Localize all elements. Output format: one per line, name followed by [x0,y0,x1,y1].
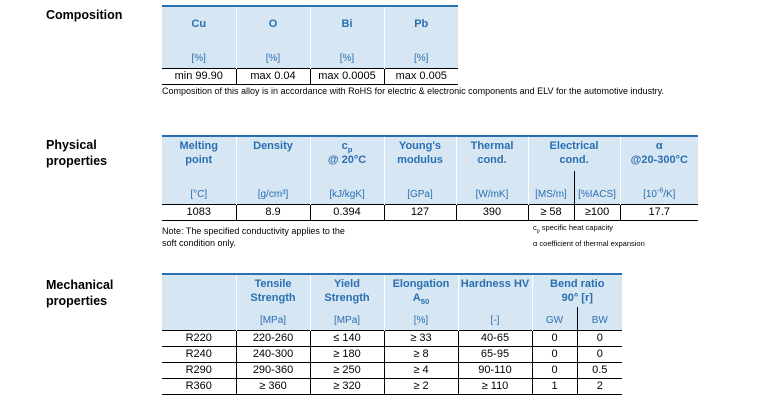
mech-gw: 0 [532,347,577,363]
mech-unit: [MPa] [310,307,384,331]
mech-unit: [MPa] [236,307,310,331]
composition-note: Composition of this alloy is in accordance with RoHS for electric & electronic components and ELV for the automotive industry. [162,86,664,96]
comp-unit: [%] [384,43,458,69]
mech-bw: 0 [577,331,622,347]
phys-unit: [W/mK] [456,171,528,205]
mech-gw: 0 [532,331,577,347]
physical-label: Physical properties [46,138,108,168]
phys-value-youngs: 127 [384,205,456,221]
mech-gw: 1 [532,379,577,395]
mech-yield: ≥ 180 [310,347,384,363]
mech-unit-blank [162,307,236,331]
mech-hardness: 90-110 [458,363,532,379]
mech-header-tensile: Tensile Strength [236,274,310,307]
comp-header-o: O [236,6,310,43]
mech-temper: R290 [162,363,236,379]
mech-hardness: 65-95 [458,347,532,363]
mech-bw: 2 [577,379,622,395]
phys-value-ms: ≥ 58 [528,205,574,221]
mech-yield: ≤ 140 [310,331,384,347]
phys-header-density: Density [236,136,310,171]
phys-value-melting: 1083 [162,205,236,221]
composition-label: Composition [46,8,123,22]
mech-header-bend: Bend ratio 90° [r] [532,274,622,307]
comp-value-cu: min 99.90 [162,69,236,85]
phys-header-thermal: Thermal cond. [456,136,528,171]
mechanical-table [162,273,622,395]
mech-header-blank [162,274,236,307]
mech-elongation: ≥ 2 [384,379,458,395]
mech-tensile: 290-360 [236,363,310,379]
physical-note: Note: The specified conductivity applies to the soft condition only. [162,226,345,248]
mech-header-elongation: Elongation $A_{50}$ [384,274,458,307]
phys-header-cp: $c_p$ @ 20°C [310,136,384,171]
phys-value-thermal: 390 [456,205,528,221]
phys-header-alpha: α @20-300°C [620,136,698,171]
comp-value-o: max 0.04 [236,69,310,85]
phys-header-electrical: Electrical cond. [528,136,620,171]
phys-value-iacs: ≥100 [574,205,620,221]
comp-header-bi: Bi [310,6,384,43]
phys-unit: [g/cm³] [236,171,310,205]
mech-tensile: ≥ 360 [236,379,310,395]
mech-header-hardness: Hardness HV [458,274,532,307]
comp-header-pb: Pb [384,6,458,43]
comp-value-pb: max 0.005 [384,69,458,85]
comp-unit: [%] [310,43,384,69]
phys-unit: [°C] [162,171,236,205]
phys-unit: [%IACS] [574,171,620,205]
phys-unit-alpha: $[10^{-6}/K]$ [620,171,698,205]
mech-temper: R220 [162,331,236,347]
phys-unit: [MS/m] [528,171,574,205]
mech-yield: ≥ 250 [310,363,384,379]
phys-unit: [GPa] [384,171,456,205]
comp-header-cu: Cu [162,6,236,43]
comp-unit: [%] [236,43,310,69]
mech-bw: 0 [577,347,622,363]
mech-hardness: ≥ 110 [458,379,532,395]
mech-unit: [%] [384,307,458,331]
comp-value-bi: max 0.0005 [310,69,384,85]
comp-unit: [%] [162,43,236,69]
legend-alpha: α coefficient of thermal expansion [533,239,645,248]
mech-tensile: 240-300 [236,347,310,363]
mech-header-yield: Yield Strength [310,274,384,307]
composition-table [162,5,458,85]
mech-unit: [-] [458,307,532,331]
mech-elongation: ≥ 33 [384,331,458,347]
phys-value-cp: 0.394 [310,205,384,221]
phys-value-alpha: 17.7 [620,205,698,221]
mech-temper: R240 [162,347,236,363]
mech-temper: R360 [162,379,236,395]
mech-unit-gw: GW [532,307,577,331]
mech-tensile: 220-260 [236,331,310,347]
mech-hardness: 40-65 [458,331,532,347]
mech-bw: 0.5 [577,363,622,379]
mech-yield: ≥ 320 [310,379,384,395]
phys-unit: [kJ/kgK] [310,171,384,205]
physical-table [162,135,698,221]
mech-gw: 0 [532,363,577,379]
mech-elongation: ≥ 8 [384,347,458,363]
phys-header-youngs: Young's modulus [384,136,456,171]
mechanical-label: Mechanical properties [46,278,114,308]
legend-cp: $c_p$ specific heat capacity [533,223,614,235]
phys-header-melting: Melting point [162,136,236,171]
phys-value-density: 8.9 [236,205,310,221]
mech-unit-bw: BW [577,307,622,331]
mech-elongation: ≥ 4 [384,363,458,379]
